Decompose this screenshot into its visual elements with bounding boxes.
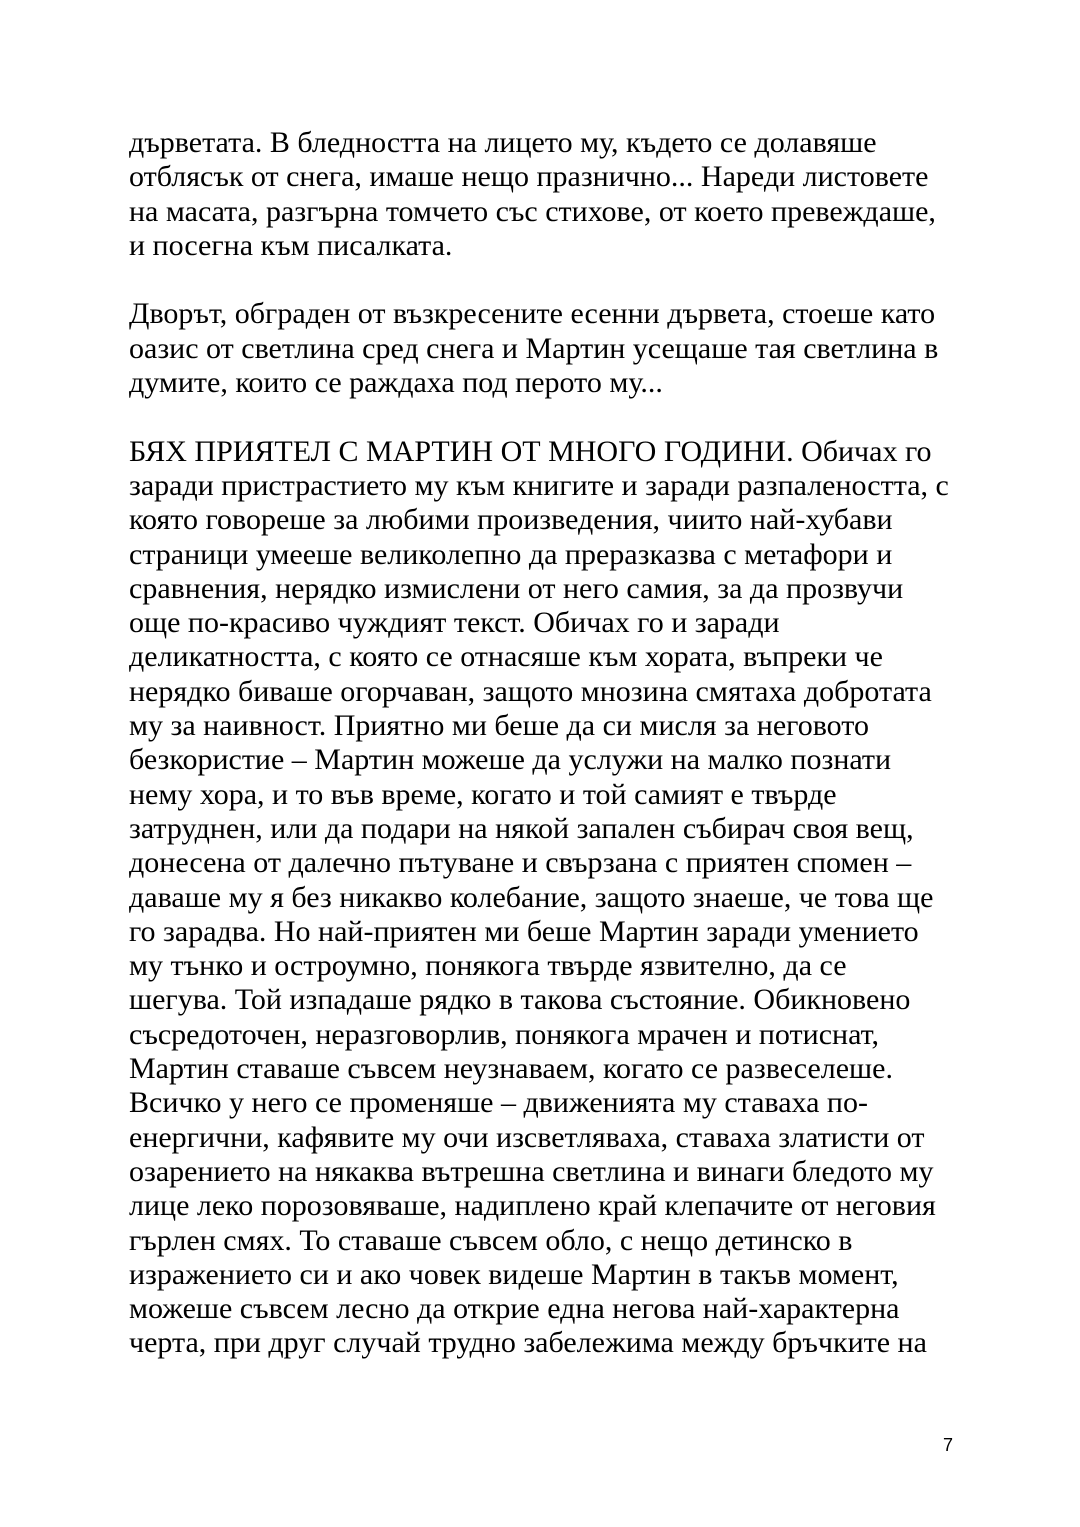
text-line: думите, които се раждаха под перото му... xyxy=(129,366,663,400)
text-line: го зарадва. Но най-приятен ми беше Мартин заради умението xyxy=(129,914,919,948)
text-line: донесена от далечно пътуване и свързана с приятен спомен – xyxy=(129,846,912,880)
text-line: му тънко и остроумно, понякога твърде язвително, да се xyxy=(129,949,847,983)
paragraph-gap xyxy=(129,263,959,297)
text-line: отблясък от снега, имаше нещо празнично... Нареди листовете xyxy=(129,160,929,194)
text-line: още по-красиво чуждият текст. Обичах го и заради xyxy=(129,606,780,640)
text-line: Мартин ставаше съвсем неузнаваем, когато се развеселеше. xyxy=(129,1052,893,1086)
text-line: енергични, кафявите му очи изсветляваха, ставаха златисти от xyxy=(129,1120,925,1154)
text-line: заради пристрастието му към книгите и заради разпалеността, с xyxy=(129,468,949,502)
paragraph xyxy=(129,297,959,400)
text-line: дърветата. В бледността на лицето му, където се долавяше xyxy=(129,126,877,159)
text-line: му за наивност. Приятно ми беше да си мисля за неговото xyxy=(129,709,869,743)
text-line: съсредоточен, неразговорлив, понякога мрачен и потиснат, xyxy=(129,1017,879,1051)
text-line: и посегна към писалката. xyxy=(129,228,453,262)
paragraph-gap xyxy=(129,400,959,434)
text-line: деликатността, с която се отнасяше към хората, въпреки че xyxy=(129,640,883,674)
text-line: безкористие – Мартин можеше да услужи на малко познати xyxy=(129,743,892,777)
text-line: страници умееше великолепно да преразказва с метафори и xyxy=(129,537,893,571)
text-line: черта, при друг случай трудно забележима между бръчките на xyxy=(129,1326,927,1360)
text-line: която говореше за любими произведения, чиито най-хубави xyxy=(129,503,893,537)
text-line: Всичко у него се променяше – движенията му ставаха по- xyxy=(129,1086,868,1120)
text-line: затруднен, или да подари на някой запален събирач своя вещ, xyxy=(129,811,914,845)
text-line: сравнения, нерядко измислени от него самия, за да прозвучи xyxy=(129,571,904,605)
body-text xyxy=(129,126,959,1361)
text-line: лице леко порозовяваше, надиплено край клепачите от неговия xyxy=(129,1189,936,1223)
text-line: нерядко биваше огорчаван, защото мнозина смятаха добротата xyxy=(129,674,932,708)
text-line: даваше му я без никакво колебание, защото знаеше, че това ще xyxy=(129,880,934,914)
text-line: изражението си и ако човек видеше Мартин в такъв момент, xyxy=(129,1257,899,1291)
page-number: 7 xyxy=(942,1435,953,1455)
text-line: нему хора, и то във време, когато и той самият е твърде xyxy=(129,777,837,811)
text-line: гърлен смях. То ставаше съвсем обло, с нещо детинско в xyxy=(129,1223,853,1257)
text-line: можеше съвсем лесно да открие една негова най-характерна xyxy=(129,1292,900,1326)
text-line: шегува. Той изпадаше рядко в такова състояние. Обикновено xyxy=(129,983,911,1017)
text-line: на масата, разгърна томчето със стихове, от което превеждаше, xyxy=(129,194,936,228)
text-line: озарението на някаква вътрешна светлина и винаги бледото му xyxy=(129,1154,934,1188)
text-line: Дворът, обграден от възкресените есенни дървета, стоеше като xyxy=(129,297,936,331)
text-line: оазис от светлина сред снега и Мартин усещаше тая светлина в xyxy=(129,331,939,365)
paragraph xyxy=(129,435,959,1361)
text-line: БЯХ ПРИЯТЕЛ С МАРТИН ОТ МНОГО ГОДИНИ. Обичах го xyxy=(129,434,932,468)
paragraph xyxy=(129,126,959,263)
